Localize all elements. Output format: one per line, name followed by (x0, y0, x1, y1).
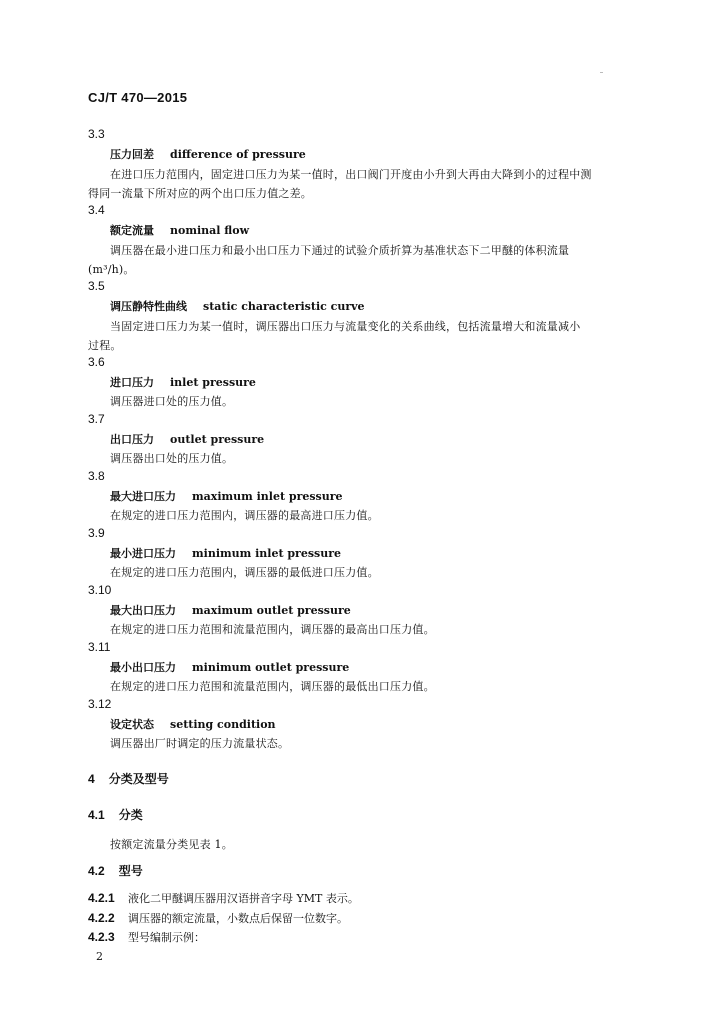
page-number: 2 (96, 950, 103, 963)
definition-line: 调压器出口处的压力值。 (110, 452, 234, 465)
subsection-number: 4.1 (88, 808, 105, 822)
term-cn: 最大进口压力 (110, 490, 176, 503)
clause-line (88, 890, 359, 906)
entry-number: 3.7 (88, 412, 105, 426)
term-en: maximum inlet pressure (192, 490, 343, 503)
term-en: outlet pressure (170, 433, 265, 446)
entry-number: 3.4 (88, 203, 105, 217)
definition-line: 得同一流量下所对应的两个出口压力值之差。 (88, 187, 312, 200)
entry-number: 3.8 (88, 469, 105, 483)
term-cn: 调压静特性曲线 (110, 300, 187, 313)
section-title: 分类及型号 (108, 772, 169, 786)
definition-line: 调压器进口处的压力值。 (110, 395, 234, 408)
term-title (110, 488, 343, 504)
term-title (110, 374, 256, 390)
subsection-heading (88, 862, 143, 879)
definition-line: 在规定的进口压力范围内，调压器的最高进口压力值。 (110, 509, 379, 522)
entry-number: 3.11 (88, 640, 111, 654)
definition-line: (m³/h)。 (88, 263, 135, 276)
term-en: inlet pressure (170, 376, 256, 389)
term-en: minimum inlet pressure (192, 547, 342, 560)
term-en: minimum outlet pressure (192, 661, 350, 674)
definition-line: 在规定的进口压力范围和流量范围内，调压器的最低出口压力值。 (110, 680, 435, 693)
term-cn: 出口压力 (110, 433, 154, 446)
term-title (110, 431, 264, 447)
definition-line: 在规定的进口压力范围和流量范围内，调压器的最高出口压力值。 (110, 623, 435, 636)
term-en: difference of pressure (170, 148, 306, 161)
entry-number: 3.12 (88, 697, 112, 711)
entry-number: 3.3 (88, 127, 105, 141)
scan-speck (600, 72, 603, 73)
entry-number: 3.9 (88, 526, 105, 540)
term-cn: 额定流量 (110, 224, 154, 237)
entry-number: 3.6 (88, 355, 105, 369)
term-en: maximum outlet pressure (192, 604, 351, 617)
term-cn: 压力回差 (110, 148, 154, 161)
clause-text: 型号编制示例： (128, 931, 205, 944)
subsection-title: 型号 (118, 864, 143, 878)
term-title (110, 146, 306, 162)
term-title (110, 545, 341, 561)
definition-line: 调压器在最小进口压力和最小出口压力下通过的试验介质折算为基准状态下二甲醚的体积流量 (110, 244, 570, 257)
term-cn: 进口压力 (110, 376, 154, 389)
entry-number: 3.5 (88, 279, 105, 293)
clause-line (88, 929, 205, 945)
term-cn: 最小进口压力 (110, 547, 176, 560)
definition-line: 当固定进口压力为某一值时，调压器出口压力与流量变化的关系曲线，包括流量增大和流量减小 (110, 320, 581, 333)
clause-number: 4.2.1 (88, 891, 115, 905)
subsection-number: 4.2 (88, 864, 105, 878)
section-heading (88, 770, 169, 787)
term-cn: 最小出口压力 (110, 661, 176, 674)
term-title (110, 716, 276, 732)
term-title (110, 298, 365, 314)
definition-line: 调压器出厂时调定的压力流量状态。 (110, 737, 290, 750)
term-en: static characteristic curve (203, 300, 365, 313)
subsection-title: 分类 (118, 808, 143, 822)
clause-text: 调压器的额定流量，小数点后保留一位数字。 (128, 912, 348, 925)
entry-number: 3.10 (88, 583, 112, 597)
clause-text: 液化二甲醚调压器用汉语拼音字母 YMT 表示。 (128, 892, 359, 905)
term-en: setting condition (170, 718, 276, 731)
term-title (110, 222, 249, 238)
body-text: 按额定流量分类见表 1。 (110, 838, 233, 851)
document-code: CJ/T 470—2015 (88, 90, 188, 105)
section-number: 4 (88, 772, 95, 786)
term-cn: 设定状态 (110, 718, 154, 731)
term-title (110, 602, 351, 618)
definition-line: 过程。 (88, 339, 122, 352)
clause-number: 4.2.2 (88, 911, 115, 925)
clause-line (88, 910, 348, 926)
clause-number: 4.2.3 (88, 930, 115, 944)
term-en: nominal flow (170, 224, 250, 237)
term-cn: 最大出口压力 (110, 604, 176, 617)
definition-line: 在规定的进口压力范围内，调压器的最低进口压力值。 (110, 566, 379, 579)
term-title (110, 659, 349, 675)
definition-line: 在进口压力范围内，固定进口压力为某一值时，出口阀门开度由小升到大再由大降到小的过程中测 (110, 168, 592, 181)
subsection-heading (88, 806, 143, 823)
